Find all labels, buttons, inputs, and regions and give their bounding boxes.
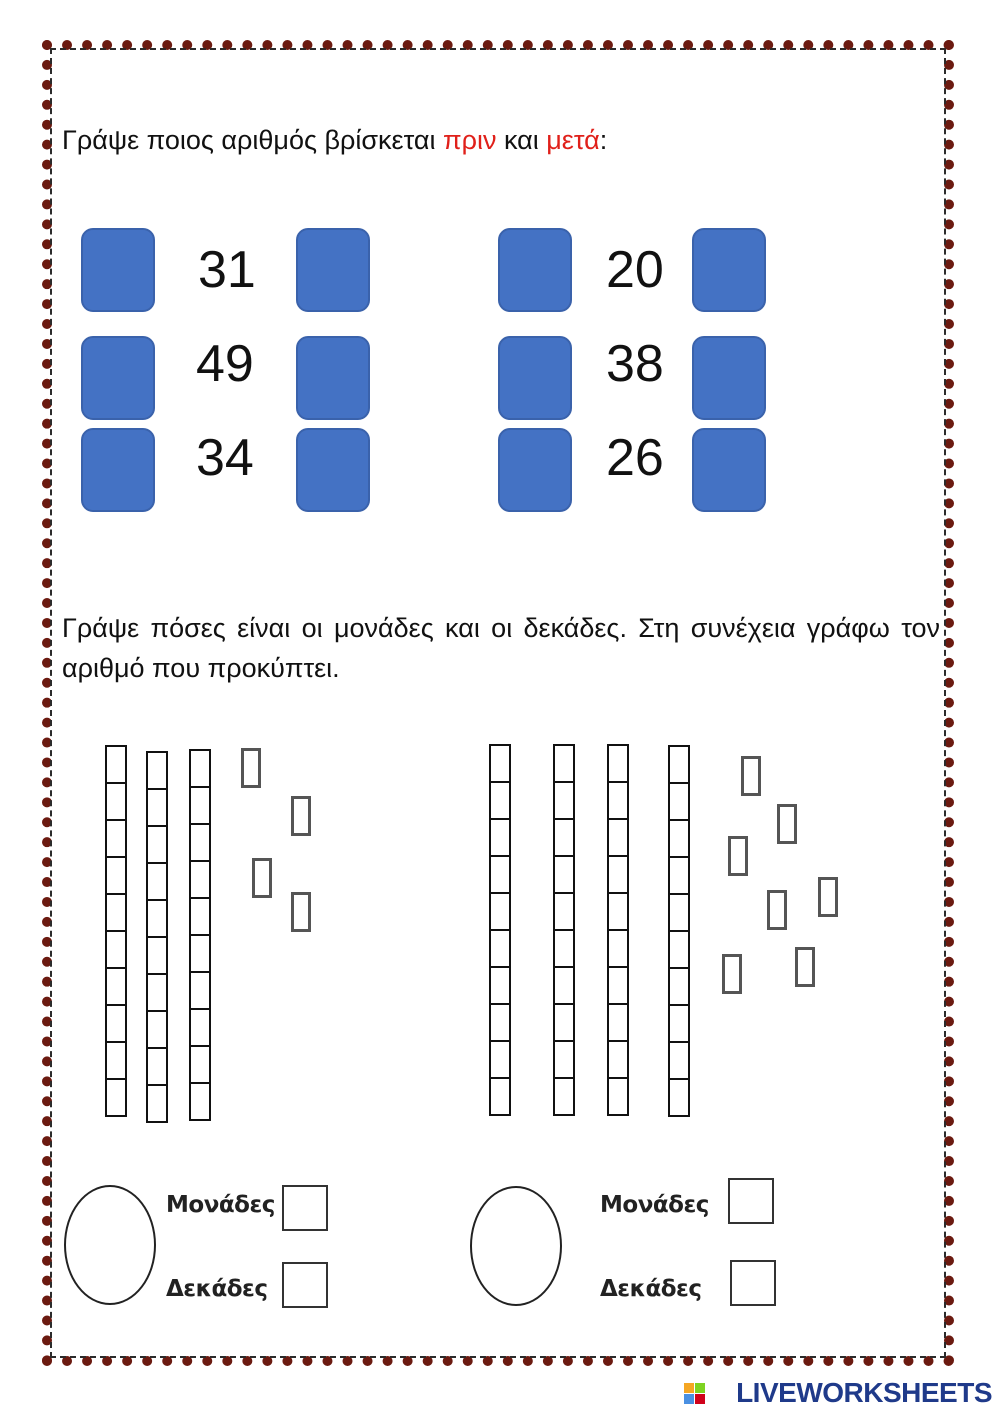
unit-cube [795,947,815,987]
liveworksheets-logo-icon [684,1383,706,1405]
instruction-text: και [496,125,547,155]
tens-answer-box[interactable] [730,1260,776,1306]
instruction-text: : [599,125,608,155]
ten-rod [146,751,168,1123]
number-label: 49 [196,335,254,393]
unit-cube [767,890,787,930]
number-label: 31 [198,241,256,299]
number-label: 34 [196,429,254,487]
ten-rod [607,744,629,1116]
unit-cube [741,756,761,796]
answer-box-before[interactable] [81,428,155,512]
instruction-text: Γράψε ποιος αριθμός βρίσκεται [62,125,443,155]
answer-box-before[interactable] [498,428,572,512]
units-answer-box[interactable] [728,1178,774,1224]
word-after: μετά [546,125,600,155]
units-answer-box[interactable] [282,1185,328,1231]
number-label: 20 [606,241,664,299]
tens-label: Δεκάδες [600,1276,702,1302]
unit-cube [722,954,742,994]
answer-box-after[interactable] [296,428,370,512]
ten-rod [668,745,690,1117]
unit-cube [728,836,748,876]
answer-box-before[interactable] [498,336,572,420]
answer-box-after[interactable] [692,428,766,512]
ten-rod [489,744,511,1116]
answer-box-after[interactable] [296,336,370,420]
answer-box-before[interactable] [81,336,155,420]
ten-rod [105,745,127,1117]
unit-cube [291,796,311,836]
instruction-tens-units: Γράψε πόσες είναι οι μονάδες και οι δεκάδες. Στη συνέχεια γράφω τον αριθμό που προκύπτει. [62,613,940,683]
answer-box-after[interactable] [692,336,766,420]
tens-label: Δεκάδες [166,1276,268,1302]
unit-cube [777,804,797,844]
word-before: πριν [442,125,497,155]
liveworksheets-brand[interactable]: LIVEWORKSHEETS [736,1377,992,1408]
answer-box-before[interactable] [81,228,155,312]
ten-rod [553,744,575,1116]
number-label: 38 [606,335,664,393]
unit-cube [291,892,311,932]
units-label: Μονάδες [600,1192,709,1218]
tens-answer-box[interactable] [282,1262,328,1308]
answer-box-after[interactable] [692,228,766,312]
unit-cube [252,858,272,898]
number-label: 26 [606,429,664,487]
number-answer-oval[interactable] [470,1186,562,1306]
units-label: Μονάδες [166,1192,275,1218]
answer-box-before[interactable] [498,228,572,312]
instruction-before-after [62,120,942,160]
unit-cube [241,748,261,788]
answer-box-after[interactable] [296,228,370,312]
unit-cube [818,877,838,917]
ten-rod [189,749,211,1121]
number-answer-oval[interactable] [64,1185,156,1305]
